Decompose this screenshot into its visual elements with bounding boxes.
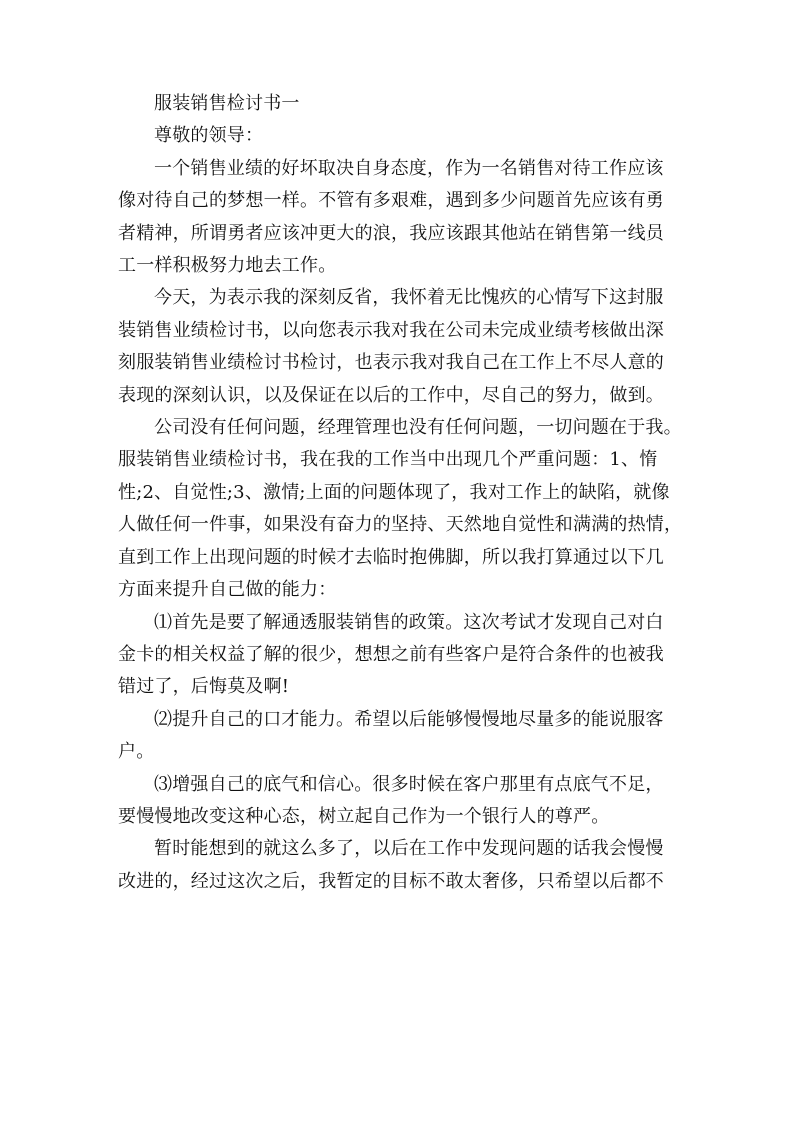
paragraph-line: 表现的深刻认识，以及保证在以后的工作中，尽自己的努力，做到。 [118,384,664,406]
document-page [118,88,683,898]
paragraph-line: 方面来提升自己做的能力： [118,579,337,601]
paragraph-line: ⑴首先是要了解通透服装销售的政策。这次考试才发现自己对白 [154,611,664,633]
paragraph-line: 公司没有任何问题，经理管理也没有任何问题，一切问题在于我。 [154,417,682,439]
paragraph-line: 人做任何一件事，如果没有奋力的坚持、天然地自觉性和满满的热情， [118,514,683,536]
paragraph-line: 服装销售业绩检讨书，我在我的工作当中出现几个严重问题：1、惰 [118,449,658,471]
paragraph-7 [118,833,678,898]
paragraph-line: 错过了，后悔莫及啊! [118,676,290,698]
paragraph-line: 改进的，经过这次之后，我暂定的目标不敢太奢侈，只希望以后都不 [118,870,664,892]
paragraph-line: 暂时能想到的就这么多了，以后在工作中发现问题的话我会慢慢 [154,838,664,860]
paragraph-line: ⑶增强自己的底气和信心。很多时候在客户那里有点底气不足， [154,773,664,795]
paragraph-2 [118,282,678,412]
paragraph-line: 装销售业绩检讨书，以向您表示我对我在公司未完成业绩考核做出深 [118,319,664,341]
paragraph-1 [118,153,678,283]
paragraph-line: 要慢慢地改变这种心态，树立起自己作为一个银行人的尊严。 [118,805,610,827]
salutation: 尊敬的领导： [154,125,264,147]
paragraph-line: 者精神，所谓勇者应该冲更大的浪，我应该跟其他站在销售第一线员 [118,222,664,244]
paragraph-line: 像对待自己的梦想一样。不管有多艰难，遇到多少问题首先应该有勇 [118,190,664,212]
paragraph-4 [118,607,678,704]
paragraph-6 [118,769,678,834]
paragraph-line: 工一样积极努力地去工作。 [118,255,337,277]
document-title: 服装销售检讨书一 [154,93,300,114]
paragraph-3 [118,412,683,606]
paragraph-line: 直到工作上出现问题的时候才去临时抱佛脚，所以我打算通过以下几 [118,546,664,568]
paragraph-line: 性;2、自觉性;3、激情;上面的问题体现了，我对工作上的缺陷，就像 [118,481,670,503]
paragraph-line: 今天，为表示我的深刻反省，我怀着无比愧疚的心情写下这封服 [154,287,664,309]
paragraph-line: 户。 [118,741,155,763]
paragraph-line: 刻服装销售业绩检讨书检讨，也表示我对我自己在工作上不尽人意的 [118,352,664,374]
paragraph-line: 金卡的相关权益了解的很少，想想之前有些客户是符合条件的也被我 [118,643,664,665]
paragraph-5 [118,704,678,769]
paragraph-line: ⑵提升自己的口才能力。希望以后能够慢慢地尽量多的能说服客 [154,708,664,730]
paragraph-line: 一个销售业绩的好坏取决自身态度，作为一名销售对待工作应该 [154,157,664,179]
